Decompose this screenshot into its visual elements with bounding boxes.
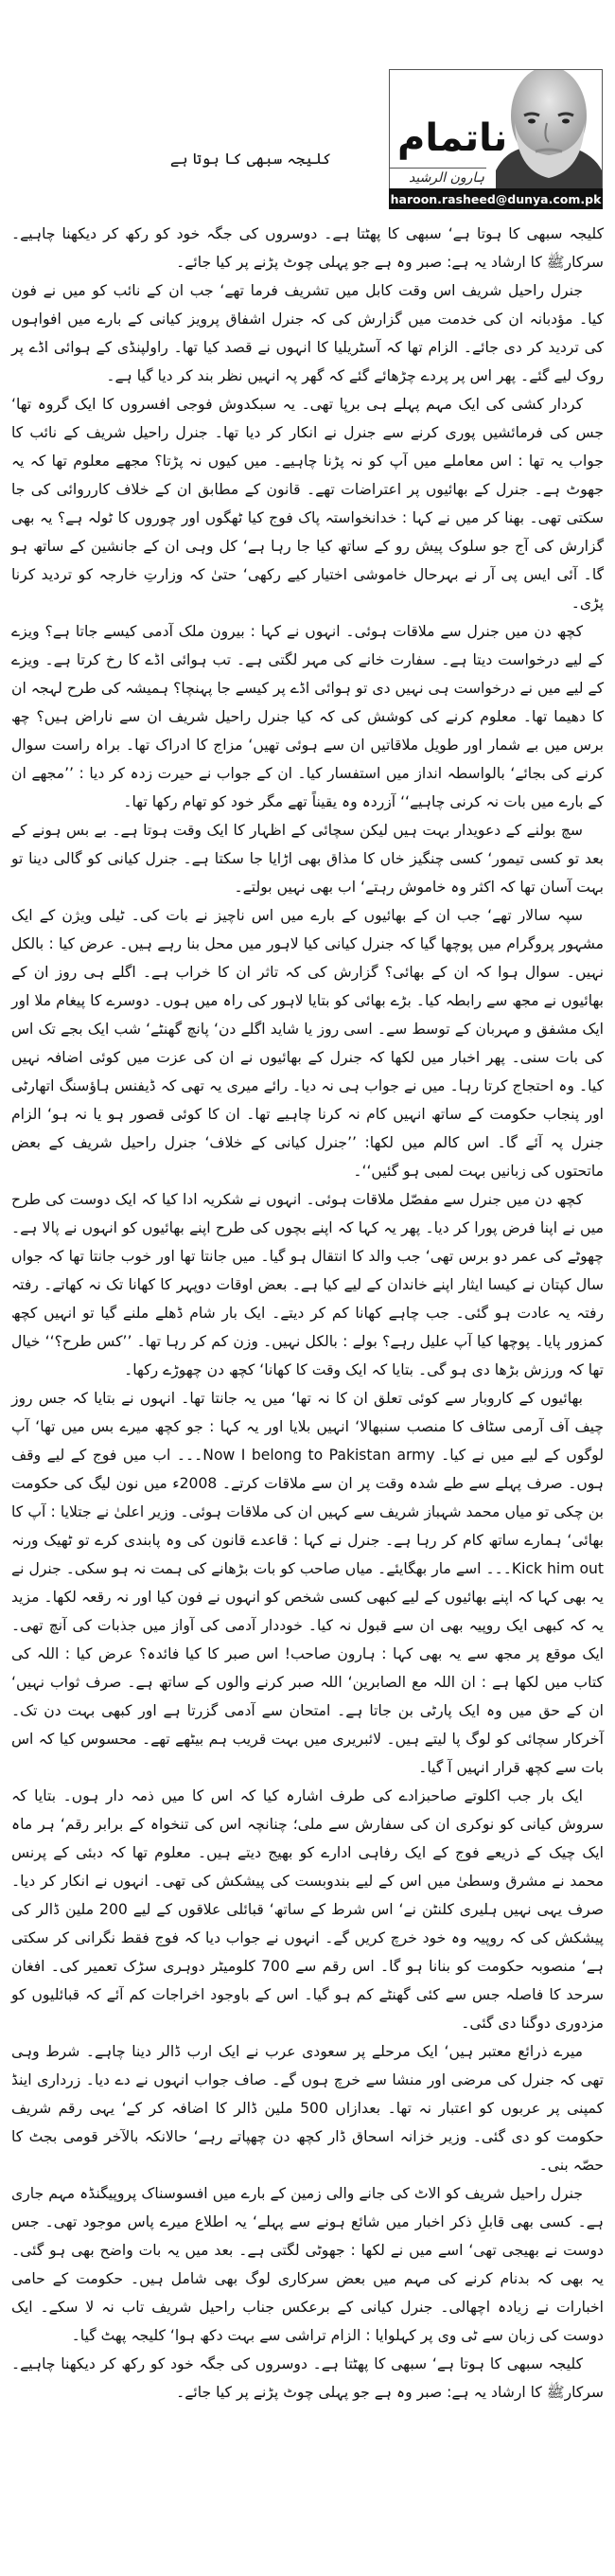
column-header-box — [389, 69, 603, 208]
article-paragraph: کچھ دن میں جنرل سے مفصّل ملاقات ہوئی۔ انہوں نے شکریہ ادا کیا کہ ایک دوست کی طرح میں نے اپنا فرض پورا کر دیا۔ پھر یہ کہا کہ اپنے بچوں کی طرح اپنے بھائیوں کو انہوں نے پالا ہے۔ چھوٹے کی عمر دو برس تھی‘ جب والد کا انتقال ہو گیا۔ میں جانتا تھا اور خوب جانتا تھا کہ جواں سال کپتان نے کیسا ایثار اپنے خاندان کے لیے کیا ہے۔ بعض اوقات دوپہر کا کھانا تک نہ کھاتے۔ رفتہ رفتہ یہ عادت ہو گئی۔ جب چاہے کھانا کم کر دیتے۔ ایک بار شام ڈھلے ملنے گیا تو انہیں کچھ کمزور پایا۔ پوچھا کیا آپ علیل رہے؟ بولے : بالکل نہیں۔ وزن کم کر رہا تھا۔ ’’کس طرح؟‘‘ خیال تھا کہ ورزش بڑھا دی ہو گی۔ بتایا کہ ایک وقت کا کھانا‘ کچھ دن چھوڑے رکھا۔ — [11, 1191, 604, 1378]
article-paragraph: میرے ذرائع معتبر ہیں‘ ایک مرحلے پر سعودی عرب نے ایک ارب ڈالر دینا چاہے۔ شرط وہی تھی کہ جنرل کی مرضی اور منشا سے خرچ ہوں گے۔ صاف جواب انہوں نے دے دیا۔ زرداری اینڈ کمپنی پر عربوں کو اعتبار نہ تھا۔ بعدازاں 500 ملین ڈالر کا اضافہ کر کے‘ یہی رقم شریف حکومت کو دی گئی۔ وزیر خزانہ اسحاق ڈار کچھ دن چھپاتے رہے‘ حالانکہ بالآخر قومی بجٹ کا حصّہ بنی۔ — [11, 2043, 604, 2174]
author-name: ہارون الرشید — [409, 170, 484, 186]
article-body — [11, 220, 604, 2407]
article-paragraph: سپہ سالار تھے‘ جب ان کے بھائیوں کے بارے میں اس ناچیز نے بات کی۔ ٹیلی ویژن کے ایک مشہور پروگرام میں پوچھا گیا کہ جنرل کیانی کیا لاہور میں محل بنا رہے ہیں۔ عرض کیا : بالکل نہیں۔ سوال ہوا کہ ان کے بھائی؟ گزارش کی کہ تاثر ان کا خراب ہے۔ اگلے ہی روز ان کے بھائیوں نے مجھ سے رابطہ کیا۔ بڑے بھائی کو بتایا لاہور کی راہ میں ہوں۔ دوسرے کا پیغام ملا اور ایک مشفق و مہربان کے توسط سے۔ اسی روز یا شاید اگلے دن‘ پانچ گھنٹے‘ شب ایک بجے تک اس کی بات سنی۔ پھر اخبار میں لکھا کہ جنرل کے بھائیوں نے ان کی عزت میں کوئی اضافہ نہیں کیا۔ وہ احتجاج کرتا رہا۔ میں نے جواب ہی نہ دیا۔ رائے میری یہ تھی کہ ڈیفنس ہاؤسنگ اتھارٹی اور پنجاب حکومت کے ساتھ انہیں کام نہ کرنا چاہیے تھا۔ ان کا کوئی قصور ہو یا نہ ہو‘ الزام جنرل پہ آئے گا۔ اس کالم میں لکھا: ’’جنرل کیانی کے خلاف‘ جنرل راحیل شریف کے بعض ماتحتوں کی زبانیں بہت لمبی ہو گئیں‘‘۔ — [11, 907, 604, 1180]
article-paragraph: کچھ دن میں جنرل سے ملاقات ہوئی۔ انہوں نے کہا : بیرون ملک آدمی کیسے جاتا ہے؟ ویزے کے لیے درخواست دیتا ہے۔ سفارت خانے کی مہر لگتی ہے۔ تب ہوائی اڈے کا رخ کرتا ہے۔ ویزے کے لیے میں نے درخواست ہی نہیں دی تو ہوائی اڈے پر کیسے جا پہنچا؟ ہمیشہ کی طرح لہجہ ان کا دھیما تھا۔ معلوم کرنے کی کوشش کی کہ کیا جنرل راحیل شریف ان سے ناراض ہیں؟ چھ برس میں بے شمار اور طویل ملاقاتیں ان سے ہوئی تھیں‘ مزاج کا ادراک تھا۔ براہ راست سوال کرنے کی بجائے‘ بالواسطہ انداز میں استفسار کیا۔ ان کے جواب نے حیرت زدہ کر دیا : ’’مجھے ان کے بارے میں بات نہ کرنی چاہیے‘‘ آزردہ وہ یقیناً تھے مگر خود کو تھام رکھا تھا۔ — [11, 623, 604, 810]
article-paragraph: سچ بولنے کے دعویدار بہت ہیں لیکن سچائی کے اظہار کا ایک وقت ہوتا ہے۔ بے بس ہونے کے بعد تو کسی تیمور‘ کسی چنگیز خاں کا مذاق بھی اڑایا جا سکتا ہے۔ جنرل کیانی کو گالی دینا تو بہت آسان تھا کہ اکثر وہ خاموش رہتے‘ اب بھی نہیں بولتے۔ — [11, 822, 604, 896]
author-email[interactable]: haroon.rasheed@dunya.com.pk — [389, 188, 603, 209]
article-paragraph: جنرل راحیل شریف کو الاٹ کی جانے والی زمین کے بارے میں افسوسناک پروپیگنڈہ مہم جاری ہے۔ کسی بھی قابلِ ذکر اخبار میں شائع ہونے سے پہلے‘ یہ اطلاع میرے پاس موجود تھی۔ جس دوست نے بھیجی تھی‘ اسے میں نے لکھا : جھوٹی لگتی ہے۔ بعد میں یہ بات واضح بھی ہو گئی۔ یہ بھی کہ بدنام کرنے کی مہم میں بعض سرکاری لوگ بھی شامل ہیں۔ حکومت کے حامی اخبارات نے زیادہ اچھالی۔ جنرل کیانی کے برعکس جناب راحیل شریف تاب نہ لا سکے۔ ایک دوست کی زبان سے ٹی وی پر کہلوایا : الزام تراشی سے بہت دکھ ہوا‘ کلیجہ پھٹ گیا۔ — [11, 2185, 605, 2344]
article-paragraph: کلیجہ سبھی کا ہوتا ہے‘ سبھی کا پھٹتا ہے۔ دوسروں کی جگہ خود کو رکھ کر دیکھنا چاہیے۔ سرکارﷺ کا ارشاد یہ ہے: صبر وہ ہے جو پہلی چوٹ پڑنے پر کیا جائے۔ — [11, 2355, 604, 2401]
column-name-logo: ناتمام — [397, 116, 508, 160]
article-paragraph: بھائیوں کے کاروبار سے کوئی تعلق ان کا نہ تھا‘ میں یہ جانتا تھا۔ انہوں نے بتایا کہ جس روز چیف آف آرمی سٹاف کا منصب سنبھالا‘ انہیں بلایا اور یہ کہا : جو کچھ میرے بس میں تھا‘ آپ لوگوں کے لیے میں نے کیا۔ Now I belong to Pakistan army۔۔۔ اب میں فوج کے لیے وقف ہوں۔ صرف پہلے سے طے شدہ وقت پر ان سے ملاقات کرتے۔ 2008ء میں نون لیگ کی حکومت بن چکی تو میاں محمد شہباز شریف سے کہیں ان کی ملاقات ہوئی۔ وزیر اعلیٰ نے جتلایا : آپ کا بھائی‘ ہمارے ساتھ کام کر رہا ہے۔ جنرل نے کہا : قاعدے قانون کی وہ پابندی کرے تو ٹھیک ورنہ Kick him out۔۔۔ اسے مار بھگایئے۔ میاں صاحب کو بات بڑھانے کی ہمت نہ ہو سکی۔ جنرل نے یہ بھی کہا کہ اپنے بھائیوں کے لیے کبھی کسی شخص کو انہوں نے فون کیا اور نہ رقعہ لکھا۔ مزید یہ کہ کبھی ایک روپیہ بھی ان سے قبول نہ کیا۔ خوددار آدمی کی آواز میں جذبات کی آنچ تھی۔ ایک موقع پر مجھ سے یہ بھی کہا : ہارون صاحب! اس صبر کا کیا فائدہ؟ عرض کیا : اللہ کی کتاب میں لکھا ہے : ان اللہ مع الصابرین‘ اللہ صبر کرنے والوں کے ساتھ ہے۔ صرف ثواب نہیں‘ ان کے حق میں وہ ایک پارٹی بن جاتا ہے۔ امتحان سے آدمی گزرتا ہے اور کبھی بہت دن تک۔ آخرکار سچائی کو لوگ پا لیتے ہیں۔ لائبریری میں بہت قریب ہم بیٹھے تھے۔ محسوس کیا کہ اس بات سے کچھ قرار انہیں آ گیا۔ — [11, 1390, 604, 1776]
article-paragraph: کلیجہ سبھی کا ہوتا ہے‘ سبھی کا پھٹتا ہے۔ دوسروں کی جگہ خود کو رکھ کر دیکھنا چاہیے۔ سرکارﷺ کا ارشاد یہ ہے: صبر وہ ہے جو پہلی چوٹ پڑنے پر کیا جائے۔ — [11, 225, 604, 271]
article-paragraph: جنرل راحیل شریف اس وقت کابل میں تشریف فرما تھے‘ جب ان کے نائب کو میں نے فون کیا۔ مؤدبانہ ان کی خدمت میں گزارش کی کہ جنرل اشفاق پرویز کیانی کے بارے میں افواہوں کی تردید کر دی جائے۔ الزام تھا کہ آسٹریلیا کا انہوں نے قصد کیا تھا۔ راولپنڈی کے ہوائی اڈے پر روک لیے گئے۔ پھر اس پر پردے چڑھائے گئے کہ گھر پہ انہیں نظر بند کر دیا گیا ہے۔ — [11, 282, 604, 384]
article-paragraph: ایک بار جب اکلوتے صاحبزادے کی طرف اشارہ کیا کہ اس کا میں ذمہ دار ہوں۔ بتایا کہ سروش کیانی کو نوکری ان کی سفارش سے ملی؛ چنانچہ اس کی تنخواہ کے برابر رقم‘ ہر ماہ ایک چیک کے ذریعے فوج کے ایک رفاہی ادارے کو بھیج دیتے ہیں۔ معلوم تھا کہ دبئی کے پرنس محمد نے مشرق وسطیٰ میں اس کے لیے بندوبست کی پیشکش کی تھی۔ انہوں نے انکار کر دیا۔ صرف یہی نہیں ہلیری کلنٹن نے‘ اس شرط کے ساتھ‘ قبائلی علاقوں کے لیے 200 ملین ڈالر کی پیشکش کی کہ روپیہ وہ خود خرچ کریں گے۔ انہوں نے جواب دیا کہ فوج فقط نگرانی کر سکتی ہے‘ منصوبہ حکومت کو بنانا ہو گا۔ اس رقم سے 700 کلومیٹر دوہری سڑک تعمیر کی۔ افغان سرحد کا فاصلہ جس سے کئی گھنٹے کم ہو گیا۔ اس کے باوجود اخراجات کم آئے کہ قبائلیوں کو مزدوری دوگنا دی گئی۔ — [11, 1787, 605, 2032]
article-title: کلیجہ سبھی کا ہوتا ہے — [169, 150, 332, 168]
article-paragraph: کردار کشی کی ایک مہم پہلے ہی برپا تھی۔ یہ سبکدوش فوجی افسروں کا ایک گروہ تھا‘ جس کی فرمائشیں پوری کرنے سے جنرل نے انکار کر دیا تھا۔ جنرل راحیل شریف کے نائب کا جواب یہ تھا : اس معاملے میں آپ کو نہ پڑنا چاہیے۔ میں کیوں نہ پڑتا؟ مجھے معلوم تھا کہ یہ جھوٹ ہے۔ جنرل کے بھائیوں پر اعتراضات تھے۔ قانون کے مطابق ان کے خلاف کارروائی کی جا سکتی تھی۔ بھنا کر میں نے کہا : خدانخواستہ پاک فوج کیا ٹھگوں اور چوروں کا ٹولہ ہے؟ یہ بھی گزارش کی آج جو سلوک پیش رو کے ساتھ کیا جا رہا ہے‘ کل وہی ان کے جانشین کے ساتھ ہو گا۔ آئی ایس پی آر نے بہرحال خاموشی اختیار کیے رکھی‘ حتیٰ کہ وزارتِ خارجہ کو تردید کرنا پڑی۔ — [11, 396, 604, 612]
author-portrait-icon — [496, 69, 602, 196]
header-divider — [390, 168, 486, 169]
